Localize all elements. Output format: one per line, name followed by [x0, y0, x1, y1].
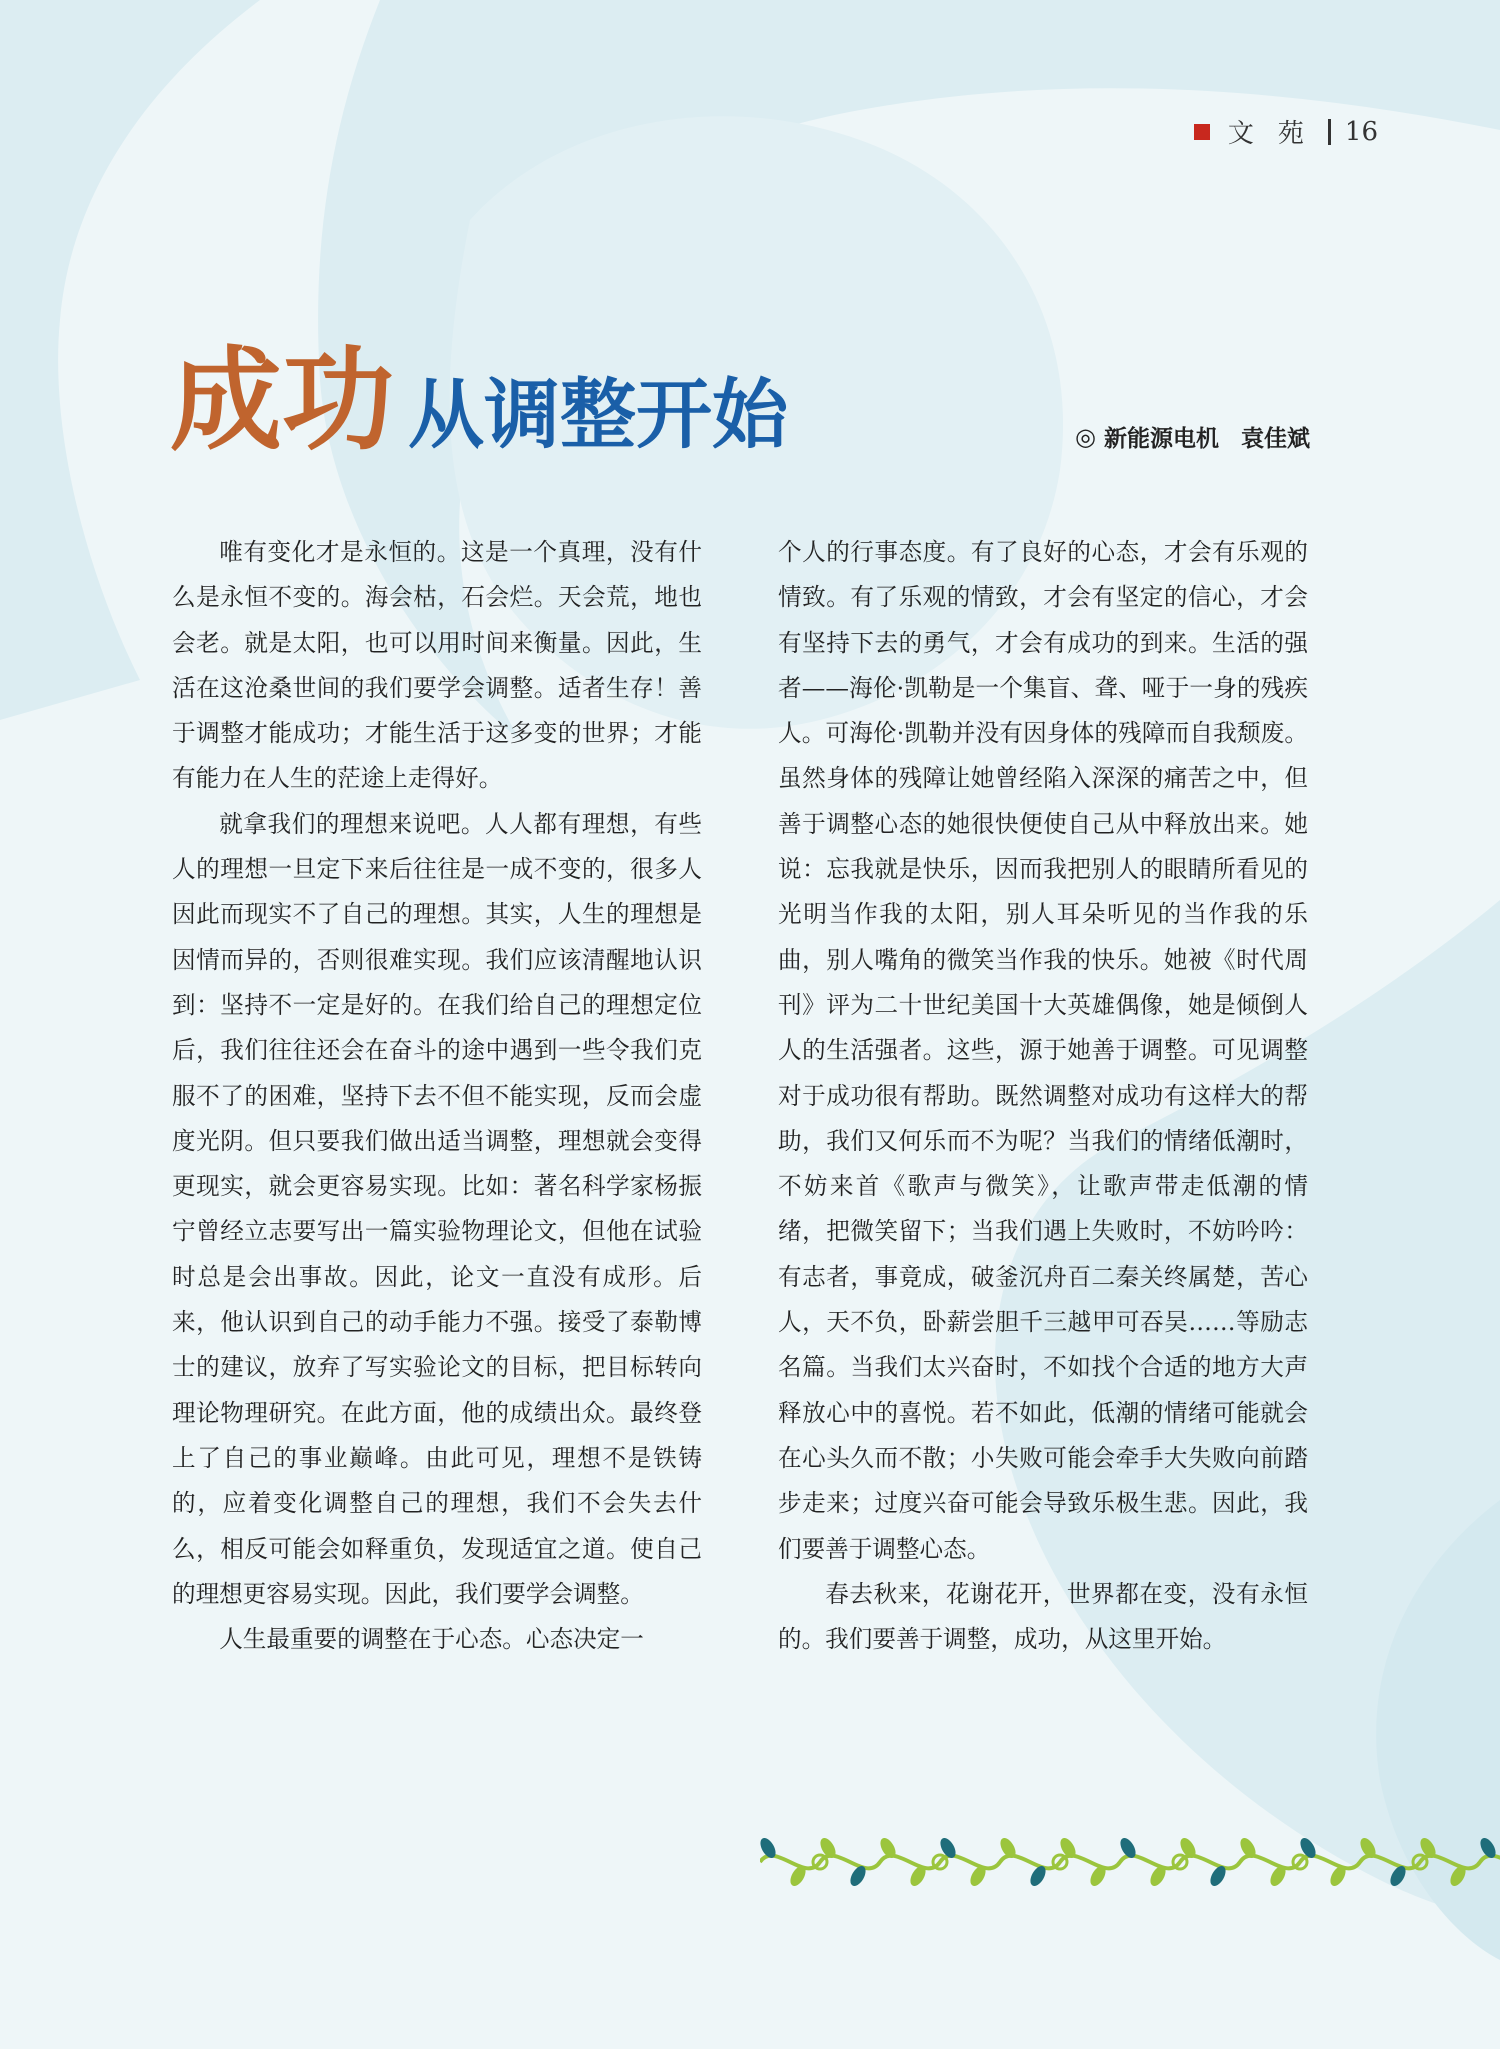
page-header [1194, 113, 1378, 150]
paragraph: 唯有变化才是永恒的。这是一个真理，没有什么是永恒不变的。海会枯，石会烂。天会荒，地也会老。就是太阳，也可以用时间来衡量。因此，生活在这沧桑世间的我们要学会调整。适者生存！善于调整才能成功；才能生活于这多变的世界；才能有能力在人生的茫途上走得好。 [172, 538, 702, 793]
section-label: 文苑 [1227, 119, 1328, 149]
circle-mark-icon: ◎ [1075, 422, 1096, 451]
page-number: 16 [1344, 116, 1378, 147]
article-column-right [778, 530, 1308, 1662]
section-marker-square [1194, 124, 1210, 140]
title-part-start-with-adjusting: 从调整开始 [408, 370, 788, 459]
article-title [170, 336, 788, 466]
vine-ornament [760, 1832, 1500, 1892]
byline-department: 新能源电机 [1104, 426, 1219, 452]
paragraph: 个人的行事态度。有了良好的心态，才会有乐观的情致。有了乐观的情致，才会有坚定的信心，才会有坚持下去的勇气，才会有成功的到来。生活的强者——海伦·凯勒是一个集盲、聋、哑于一身的残疾人。可海伦·凯勒并没有因身体的残障而自我颓废。虽然身体的残障让她曾经陷入深深的痛苦之中，但善于调整心态的她很快便使自己从中释放出来。她说：忘我就是快乐，因而我把别人的眼睛所看见的光明当作我的太阳，别人耳朵听见的当作我的乐曲，别人嘴角的微笑当作我的快乐。她被《时代周刊》评为二十世纪美国十大英雄偶像，她是倾倒人人的生活强者。这些，源于她善于调整。可见调整对于成功很有帮助。既然调整对成功有这样大的帮助，我们又何乐而不为呢？当我们的情绪低潮时，不妨来首《歌声与微笑》，让歌声带走低潮的情绪，把微笑留下；当我们遇上失败时，不妨吟吟：有志者，事竟成，破釜沉舟百二秦关终属楚，苦心人，天不负，卧薪尝胆千三越甲可吞吴……等励志名篇。当我们太兴奋时，不如找个合适的地方大声释放心中的喜悦。若不如此，低潮的情绪可能就会在心头久而不散；小失败可能会牵手大失败向前踏步走来；过度兴奋可能会导致乐极生悲。因此，我们要善于调整心态。 [778, 538, 1308, 1563]
byline-author: 袁佳斌 [1241, 426, 1310, 452]
paragraph: 就拿我们的理想来说吧。人人都有理想，有些人的理想一旦定下来后往往是一成不变的，很多人因此而现实不了自己的理想。其实，人生的理想是因情而异的，否则很难实现。我们应该清醒地认识到：坚持不一定是好的。在我们给自己的理想定位后，我们往往还会在奋斗的途中遇到一些令我们克服不了的困难，坚持下去不但不能实现，反而会虚度光阴。但只要我们做出适当调整，理想就会变得更现实，就会更容易实现。比如：著名科学家杨振宁曾经立志要写出一篇实验物理论文，但他在试验时总是会出事故。因此，论文一直没有成形。后来，他认识到自己的动手能力不强。接受了泰勒博士的建议，放弃了写实验论文的目标，把目标转向理论物理研究。在此方面，他的成绩出众。最终登上了自己的事业巅峰。由此可见，理想不是铁铸的，应着变化调整自己的理想，我们不会失去什么，相反可能会如释重负，发现适宜之道。使自己的理想更容易实现。因此，我们要学会调整。 [172, 809, 702, 1608]
header-divider [1328, 119, 1331, 145]
paragraph: 春去秋来，花谢花开，世界都在变，没有永恒的。我们要善于调整，成功，从这里开始。 [778, 1579, 1308, 1654]
byline [1075, 420, 1310, 453]
paragraph: 人生最重要的调整在于心态。心态决定一 [219, 1625, 644, 1654]
article-column-left [172, 530, 702, 1662]
title-part-success: 成功 [170, 336, 394, 466]
